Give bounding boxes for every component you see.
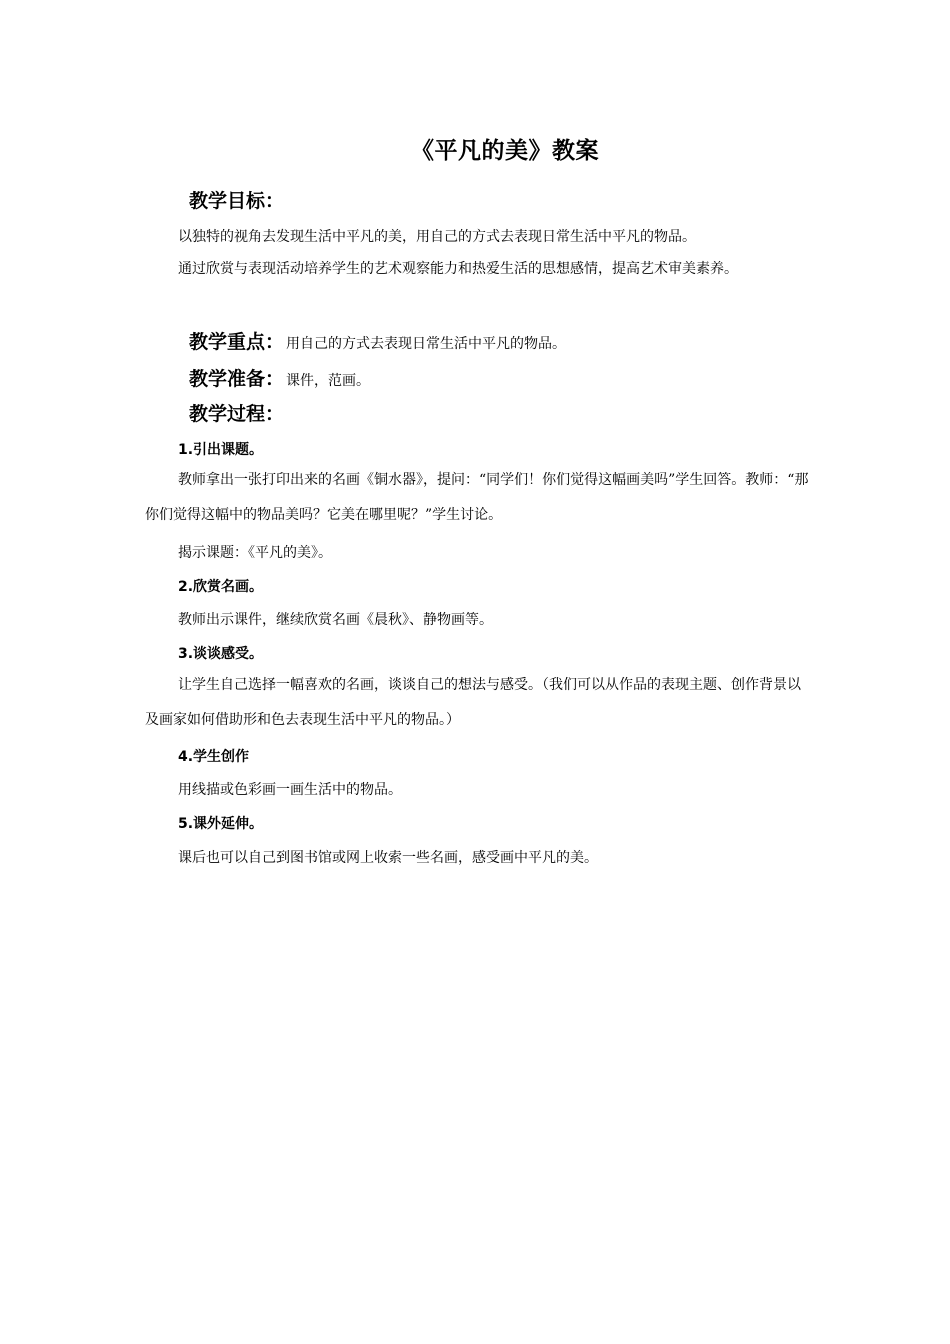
step-3-paragraph-1: 让学生自己选择一幅喜欢的名画，谈谈自己的想法与感受。（我们可以从作品的表现主题、创作背景以及画家如何借助形和色去表现生活中平凡的物品。） <box>145 677 801 728</box>
step-1-paragraph-2: 揭示课题：《平凡的美》。 <box>178 545 332 561</box>
preparation-section <box>189 364 370 391</box>
page-title: 《平凡的美》教案 <box>411 138 599 164</box>
step-3-title: 3.谈谈感受。 <box>178 646 264 662</box>
key-point-heading: 教学重点： <box>189 331 285 353</box>
key-point-section <box>189 327 566 354</box>
step-4-paragraph-1: 用线描或色彩画一画生活中的物品。 <box>178 782 402 798</box>
step-5-paragraph-1: 课后也可以自己到图书馆或网上收索一些名画，感受画中平凡的美。 <box>178 850 598 866</box>
preparation-heading: 教学准备： <box>189 368 285 390</box>
objective-2: 通过欣赏与表现活动培养学生的艺术观察能力和热爱生活的思想感情，提高艺术审美素养。 <box>178 261 738 277</box>
process-heading: 教学过程： <box>189 403 285 425</box>
preparation-text: 课件，范画。 <box>286 373 371 389</box>
objectives-heading: 教学目标： <box>189 190 285 212</box>
step-1-title: 1.引出课题。 <box>178 442 264 458</box>
step-5-title: 5.课外延伸。 <box>178 816 264 832</box>
key-point-text: 用自己的方式去表现日常生活中平凡的物品。 <box>286 336 567 352</box>
step-2-paragraph-1: 教师出示课件，继续欣赏名画《晨秋》、静物画等。 <box>178 612 493 628</box>
step-4-title: 4.学生创作 <box>178 749 250 765</box>
step-1-paragraph-1: 教师拿出一张打印出来的名画《铜水器》，提问：“同学们！你们觉得这幅画美吗”学生回答。教师：“那你们觉得这幅中的物品美吗？它美在哪里呢？”学生讨论。 <box>145 472 809 523</box>
step-2-title: 2.欣赏名画。 <box>178 579 264 595</box>
objective-1: 以独特的视角去发现生活中平凡的美，用自己的方式去表现日常生活中平凡的物品。 <box>178 229 696 245</box>
